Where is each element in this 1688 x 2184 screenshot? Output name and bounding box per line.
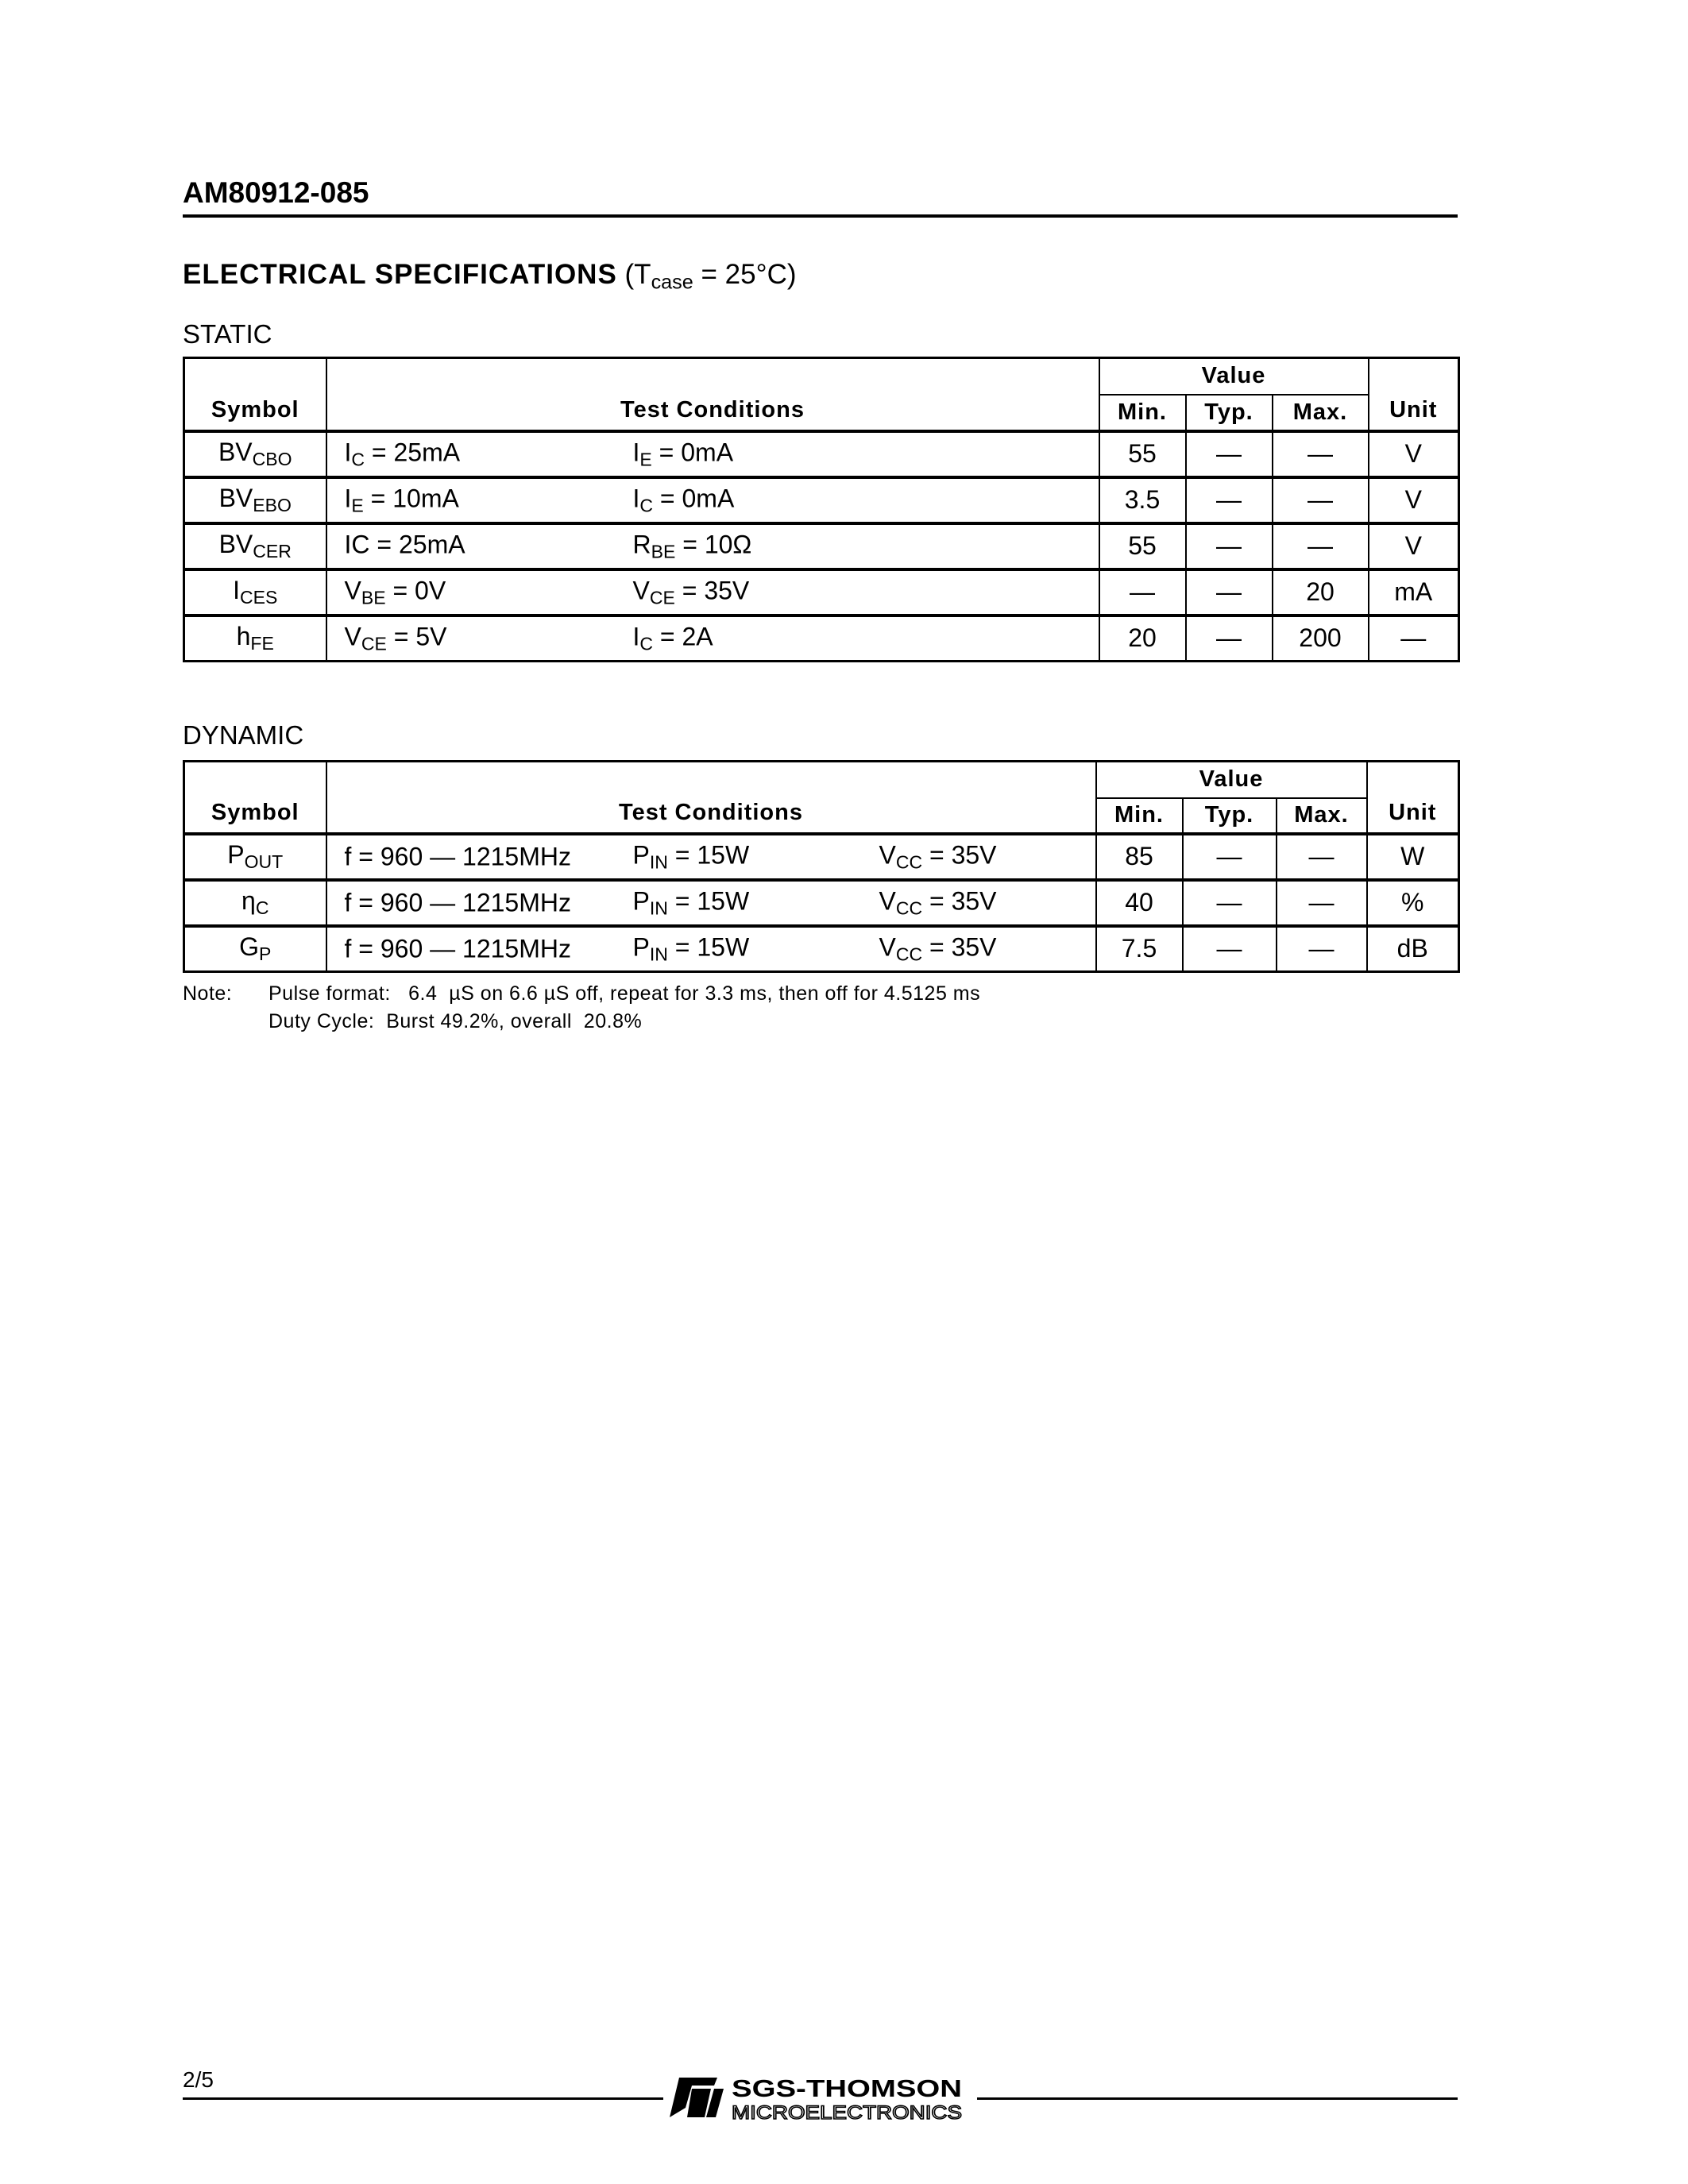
typ-cell: — bbox=[1186, 615, 1273, 662]
header-unit: Unit bbox=[1369, 358, 1459, 431]
cond-2-rest: = 2A bbox=[653, 622, 713, 651]
symbol-cell bbox=[184, 477, 326, 523]
table-row bbox=[184, 569, 1459, 615]
symbol-sub: OUT bbox=[244, 851, 284, 872]
header-unit: Unit bbox=[1367, 762, 1459, 834]
cond-1-rest: = 5V bbox=[386, 622, 447, 651]
typ-cell: — bbox=[1186, 431, 1273, 477]
min-cell: 20 bbox=[1099, 615, 1186, 662]
pin-rest: = 15W bbox=[667, 932, 750, 962]
unit-cell: — bbox=[1369, 615, 1459, 662]
unit-cell: W bbox=[1367, 834, 1459, 880]
typ-cell: — bbox=[1183, 834, 1277, 880]
cond-2: R bbox=[632, 530, 651, 559]
header-typ: Typ. bbox=[1186, 395, 1273, 431]
symbol-cell bbox=[184, 880, 326, 926]
min-cell: 85 bbox=[1096, 834, 1183, 880]
pin-rest: = 15W bbox=[667, 840, 750, 870]
header-max: Max. bbox=[1273, 395, 1369, 431]
symbol: BV bbox=[218, 484, 253, 513]
cond-2-rest: = 0mA bbox=[653, 484, 735, 513]
min-cell: 7.5 bbox=[1096, 926, 1183, 972]
symbol-sub: CBO bbox=[252, 448, 292, 469]
frequency: f = 960 — 1215MHz bbox=[344, 842, 571, 870]
heading-cond-sub: case bbox=[651, 271, 693, 294]
st-logo bbox=[670, 2073, 971, 2122]
header-min: Min. bbox=[1096, 798, 1183, 834]
unit-cell: V bbox=[1369, 431, 1459, 477]
logo-text-bottom: MICROELECTRONICS bbox=[732, 2102, 962, 2122]
vcc-rest: = 35V bbox=[922, 932, 997, 962]
cond-1: I bbox=[344, 484, 352, 513]
header-typ: Typ. bbox=[1183, 798, 1277, 834]
cond-2: I bbox=[632, 438, 640, 467]
header-value: Value bbox=[1096, 762, 1367, 798]
note bbox=[183, 980, 980, 1036]
unit-cell: V bbox=[1369, 477, 1459, 523]
note-line-1: Pulse format: 6.4 µS on 6.6 µS off, repeat for 3.3 ms, then off for 4.5125 ms bbox=[268, 982, 981, 1005]
symbol: P bbox=[227, 840, 245, 870]
cond-1: I bbox=[344, 438, 352, 467]
symbol-sub: EBO bbox=[253, 494, 292, 515]
table-row bbox=[184, 615, 1459, 662]
cond-2: I bbox=[632, 622, 640, 651]
conditions-cell bbox=[326, 523, 1099, 569]
max-cell: — bbox=[1273, 523, 1369, 569]
cond-2-rest: = 10Ω bbox=[675, 530, 752, 559]
conditions-cell bbox=[326, 615, 1099, 662]
vcc-rest: = 35V bbox=[922, 886, 997, 916]
table-row bbox=[184, 477, 1459, 523]
logo-text-top: SGS-THOMSON bbox=[732, 2074, 962, 2102]
typ-cell: — bbox=[1183, 926, 1277, 972]
typ-cell: — bbox=[1186, 477, 1273, 523]
static-spec-table bbox=[183, 357, 1460, 662]
title-rule bbox=[183, 214, 1458, 218]
dynamic-spec-table bbox=[183, 760, 1460, 973]
max-cell: — bbox=[1277, 834, 1367, 880]
cond-2-rest: = 35V bbox=[674, 576, 750, 605]
vcc: V bbox=[879, 886, 896, 916]
max-cell: 20 bbox=[1273, 569, 1369, 615]
max-cell: — bbox=[1277, 880, 1367, 926]
heading-cond: (T bbox=[616, 259, 651, 290]
dynamic-label: DYNAMIC bbox=[183, 720, 304, 750]
conditions-cell bbox=[326, 926, 1096, 972]
heading-text: ELECTRICAL SPECIFICATIONS bbox=[183, 259, 617, 290]
electrical-specifications-heading bbox=[183, 259, 797, 294]
symbol-sub: CER bbox=[253, 540, 292, 561]
footer-rule-left bbox=[183, 2097, 663, 2100]
conditions-cell bbox=[326, 431, 1099, 477]
cond-1-sub: CE bbox=[361, 633, 387, 654]
typ-cell: — bbox=[1186, 569, 1273, 615]
cond-1: V bbox=[344, 622, 361, 651]
st-logo-icon bbox=[670, 2073, 971, 2122]
cond-1: IC bbox=[344, 530, 370, 559]
header-min: Min. bbox=[1099, 395, 1186, 431]
page-number: 2/5 bbox=[183, 2067, 214, 2092]
header-symbol: Symbol bbox=[184, 762, 326, 834]
conditions-cell bbox=[326, 834, 1096, 880]
cond-2: V bbox=[632, 576, 650, 605]
cond-2-sub: C bbox=[639, 494, 654, 515]
cond-1-rest: = 0V bbox=[385, 576, 446, 605]
pin: P bbox=[632, 840, 650, 870]
header-symbol: Symbol bbox=[184, 358, 326, 431]
table-row bbox=[184, 926, 1459, 972]
conditions-cell bbox=[326, 477, 1099, 523]
min-cell: 40 bbox=[1096, 880, 1183, 926]
static-label: STATIC bbox=[183, 319, 272, 349]
cond-2-rest: = 0mA bbox=[651, 438, 734, 467]
footer-rule-right bbox=[977, 2097, 1458, 2100]
document-title: AM80912-085 bbox=[183, 176, 369, 209]
symbol-sub: P bbox=[259, 943, 272, 965]
frequency: f = 960 — 1215MHz bbox=[344, 934, 571, 963]
header-value: Value bbox=[1099, 358, 1369, 395]
symbol: I bbox=[233, 576, 241, 605]
pin-sub: IN bbox=[649, 897, 668, 918]
vcc-sub: CC bbox=[895, 943, 923, 965]
cond-2-sub: BE bbox=[651, 540, 676, 561]
cond-1-rest: = 10mA bbox=[363, 484, 459, 513]
cond-1-rest: = 25mA bbox=[365, 438, 461, 467]
symbol-cell bbox=[184, 834, 326, 880]
symbol: G bbox=[239, 932, 259, 962]
unit-cell: V bbox=[1369, 523, 1459, 569]
cond-2-sub: CE bbox=[649, 586, 675, 608]
cond-1: V bbox=[344, 576, 361, 605]
note-label: Note: bbox=[183, 982, 233, 1005]
typ-cell: — bbox=[1186, 523, 1273, 569]
vcc: V bbox=[879, 840, 896, 870]
vcc-sub: CC bbox=[895, 897, 923, 918]
conditions-cell bbox=[326, 880, 1096, 926]
table-row bbox=[184, 431, 1459, 477]
symbol-sub: FE bbox=[250, 633, 274, 654]
header-test-conditions: Test Conditions bbox=[326, 358, 1099, 431]
symbol-cell bbox=[184, 431, 326, 477]
table-row bbox=[184, 523, 1459, 569]
symbol: h bbox=[236, 622, 251, 651]
symbol: η bbox=[241, 886, 256, 916]
min-cell: — bbox=[1099, 569, 1186, 615]
vcc: V bbox=[879, 932, 896, 962]
conditions-cell bbox=[326, 569, 1099, 615]
typ-cell: — bbox=[1183, 880, 1277, 926]
symbol-sub: CES bbox=[240, 586, 278, 608]
cond-1-sub: C bbox=[351, 448, 365, 469]
header-max: Max. bbox=[1277, 798, 1367, 834]
min-cell: 55 bbox=[1099, 523, 1186, 569]
max-cell: — bbox=[1273, 431, 1369, 477]
pin-sub: IN bbox=[649, 943, 668, 965]
pin-sub: IN bbox=[649, 851, 668, 872]
pin-rest: = 15W bbox=[667, 886, 750, 916]
pin: P bbox=[632, 932, 650, 962]
frequency: f = 960 — 1215MHz bbox=[344, 888, 571, 916]
symbol: BV bbox=[218, 438, 253, 467]
cond-1-rest: = 25mA bbox=[369, 530, 465, 559]
max-cell: — bbox=[1273, 477, 1369, 523]
cond-1-sub: BE bbox=[361, 586, 386, 608]
symbol-cell bbox=[184, 569, 326, 615]
symbol-cell bbox=[184, 615, 326, 662]
cond-1-sub: E bbox=[351, 494, 364, 515]
unit-cell: mA bbox=[1369, 569, 1459, 615]
cond-2-sub: C bbox=[639, 633, 654, 654]
heading-cond-rest: = 25°C) bbox=[693, 259, 797, 290]
table-row bbox=[184, 880, 1459, 926]
symbol: BV bbox=[218, 530, 253, 559]
symbol-cell bbox=[184, 926, 326, 972]
vcc-rest: = 35V bbox=[922, 840, 997, 870]
table-row bbox=[184, 834, 1459, 880]
max-cell: — bbox=[1277, 926, 1367, 972]
cond-2-sub: E bbox=[639, 448, 652, 469]
header-test-conditions: Test Conditions bbox=[326, 762, 1096, 834]
unit-cell: % bbox=[1367, 880, 1459, 926]
min-cell: 3.5 bbox=[1099, 477, 1186, 523]
max-cell: 200 bbox=[1273, 615, 1369, 662]
vcc-sub: CC bbox=[895, 851, 923, 872]
note-line-2: Duty Cycle: Burst 49.2%, overall 20.8% bbox=[268, 1010, 643, 1032]
unit-cell: dB bbox=[1367, 926, 1459, 972]
min-cell: 55 bbox=[1099, 431, 1186, 477]
symbol-cell bbox=[184, 523, 326, 569]
pin: P bbox=[632, 886, 650, 916]
symbol-sub: C bbox=[255, 897, 269, 918]
cond-2: I bbox=[632, 484, 640, 513]
